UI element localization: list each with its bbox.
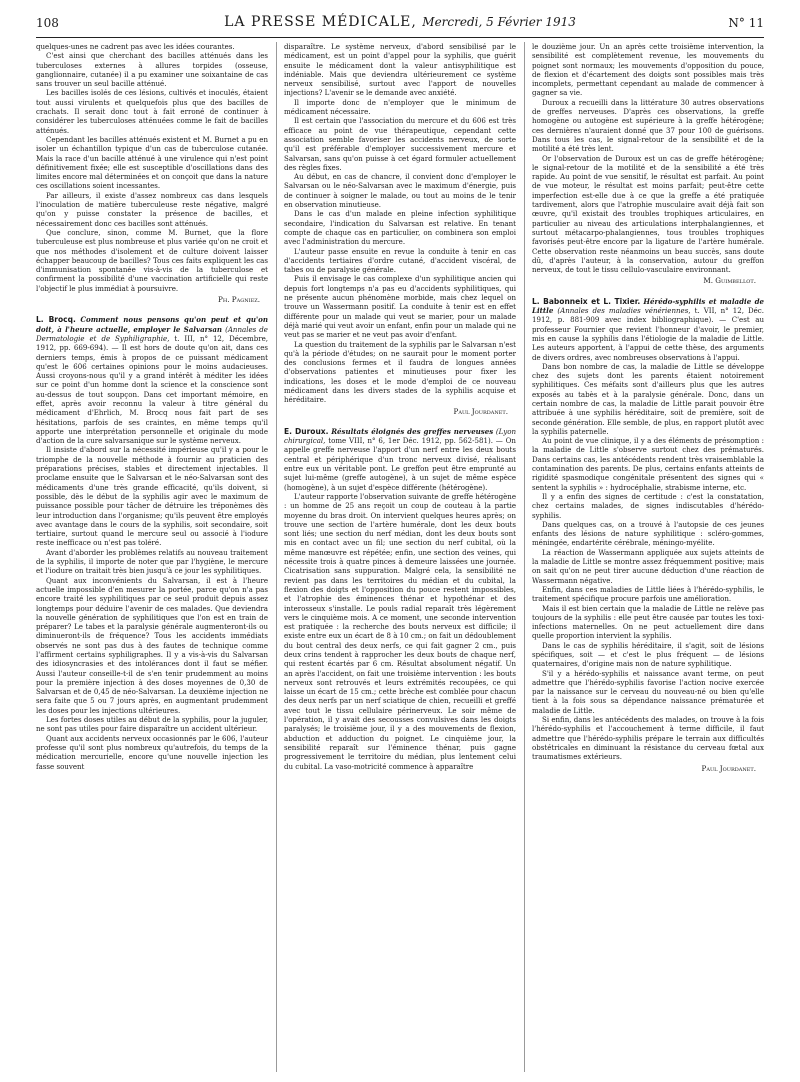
paragraph: Il insiste d'abord sur la nécessité impérieuse qu'il y a pour le triomphe de la nouvelle méthode à fournir au praticien des préparations précises, stables et directement injectables. Il proclame ensuite que le Salvarsan et le néo-Salvarsan sont des médicaments d'une très grande efficacité, qu'ils doivent, si possible, dès le début de la syphilis agir avec le maximum de puissance possible pour tâcher de détruire les tréponèmes dès leur introduction dans l'organisme; qu'ils peuvent être employés avec avantage dans le cours de la syphilis, soit secondaire, soit tertiaire, surtout quand le mercure seul ou associé à l'iodure reste inefficace ou n'est pas toléré. (36, 445, 268, 548)
paragraph: Dans le cas d'un malade en pleine infection syphilitique secondaire, l'indication du Salvarsan est relative. En tenant compte de chaque cas en particulier, on combinera son emploi avec l'administration du mercure. (284, 209, 516, 247)
column-separator (524, 42, 525, 1072)
page-header (36, 12, 764, 34)
article-reference: t. III, n° 12, Décembre, 1912, pp. 669-694). — (36, 333, 268, 353)
paragraph: C'est ainsi que cherchant des bacilles atténués dans les tuberculoses externes à allures torpides (osseuse, ganglionnaire, cutanée) il a pu examiner une soixantaine de cas sans trouver un seul bacille atténué. (36, 51, 268, 89)
article-text: C'est au professeur Fournier que revient l'honneur d'avoir, le premier, mis en cause la syphilis dans l'étiologie de la maladie de Little. Les auteurs apportent, à l'appui de cette thèse, des arguments de divers ordres, avec nombreuses observations à l'appui. (532, 315, 764, 362)
paragraph: Il est certain que l'association du mercure et du 606 est très efficace au point de vue thérapeutique, cependant cette association semble favoriser les accidents nerveux, de sorte qu'il est préférable d'employer successivement mercure et Salvarsan, sans qu'on puisse à cet égard formuler actuellement des règles fixes. (284, 116, 516, 172)
article-heading (532, 297, 764, 362)
article-text: Il est hors de doute qu'on ait, dans ces derniers temps, émis à propos de ce puissant médicament qu'est le 606 certaines opinions pour le moins audacieuses. Aussi croyons-nous qu'il y a grand intérêt à méditer les idées sur ce point d'un homme dont la science et la conscience sont au-dessus de tout soupçon. Dans cet important mémoire, en effet, après avoir reconnu la valeur à titre général du médicament d'Ehrlich, M. Brocq nous fait part de ses hésitations, parfois de ses craintes, en même temps qu'il apporte une interprétation personnelle et originale du mode d'action de la cure salvarsanique sur le système nerveux. (36, 343, 268, 446)
paragraph: L'auteur rapporte l'observation suivante de greffe hétérogène : un homme de 25 ans reçoit un coup de couteau à la partie moyenne du bras droit. On intervient quelques heures après; on trouve une section de l'artère humérale, dont les deux bouts sont liés; une section du nerf médian, dont les deux bouts sont mis en contact avec un fil; une section du nerf cubital, où la même manœuvre est répétée; enfin, une section des veines, qui nécessite trois à quatre pinces à demeure laissées une journée. Cicatrisation sans suppuration. Malgré cela, la sensibilité ne revient pas dans les territoires du médian et du cubital, la flexion des doigts et l'opposition du pouce restent impossibles, et l'atrophie des éminences thénar et hypothénar et des interosseux s'installe. Le pouls radial reparaît très légèrement vers le cinquième mois. A ce moment, une seconde intervention est pratiquée : la recherche des bouts nerveux est difficile; il existe entre eux un écart de 8 à 10 cm.; on fait un dédoublement du bout central des deux nerfs, ce qui fait gagner 2 cm., puis deux crins tendent à rapprocher les deux bouts de chaque nerf, qui restent écartés par 6 cm. Résultat absolument négatif. Un an après l'accident, on fait une troisième intervention : les bouts nerveux sont retrouvés et leurs extrémités recoupées, ce qui laisse un écart de 15 cm.; cette brèche est comblée pour chacun des deux nerfs par un nerf sciatique de chien, recueilli et greffé avec tout le tissu cellulaire périnerveux. Le soir même de l'opération, il y avait des secousses convulsives dans les doigts paralysés; le troisième jour, il y a des mouvements de flexion, abduction et adduction du poignet. Le cinquième jour, la sensibilité reparaît sur l'éminence thénar, puis gagne progressivement le territoire du médian, plus lentement celui du cubital. La vaso-motricité commence à apparaître (284, 491, 516, 771)
paragraph: L'auteur passe ensuite en revue la conduite à tenir en cas d'accidents tertiaires d'ordre cutané, d'accident viscéral, de tabes ou de paralysie générale. (284, 246, 516, 275)
paragraph: Puis il envisage le cas complexe d'un syphilitique ancien qui depuis fort longtemps n'a pas eu d'accidents syphilitiques, qui ne présente aucun phénomène morbide, mais chez lequel on trouve un Wassermann positif. La conduite à tenir est en effet différente pour un malade qui veut se marier, pour un malade déjà marié qui veut avoir un enfant, enfin pour un malade qui ne veut pas se marier et ne veut pas avoir d'enfant. (284, 274, 516, 340)
paragraph: Les fortes doses utiles au début de la syphilis, pour la juguler, ne sont pas utiles pour faire disparaître un accident ultérieur. (36, 715, 268, 734)
header-rule (36, 37, 764, 38)
column-separator (276, 42, 277, 1072)
signature: M. Guimbellot. (703, 276, 756, 286)
column-2 (284, 42, 516, 1072)
running-title (36, 14, 764, 30)
article-title: Hérédo-syphilis et maladie de Little (532, 296, 764, 316)
paragraph: le douzième jour. Un an après cette troisième intervention, la sensibilité est complètement revenue, les mouvements du poignet sont normaux; les mouvements d'opposition du pouce, de flexion et d'écartement des doigts sont possibles mais très incomplets, permettant cependant au malade de commencer à gagner sa vie. (532, 42, 764, 98)
paragraph: Que conclure, sinon, comme M. Burnet, que la flore tuberculeuse est plus nombreuse et plus variée qu'on ne croit et que nos méthodes d'isolement et de culture doivent laisser échapper beaucoup de bacilles? Tous ces faits expliquent les cas d'immunisation spontanée vis-à-vis de la tuberculose et confirment la possibilité d'une vaccination artificielle qui reste l'objectif le plus immédiat à poursuivre. (36, 227, 268, 293)
paragraph: Dans le cas de syphilis héréditaire, il s'agit, soit de lésions spécifiques, soit — et c'est le plus fréquent — de lésions quaternaires, d'origine mais non de nature syphilitique. (532, 640, 764, 669)
paragraph: S'il y a hérédo-syphilis et naissance avant terme, on peut admettre que l'hérédo-syphilis favorise l'action nocive exercée par la naissance sur le cerveau du nouveau-né ou bien qu'elle tient à la fois sous sa dépendance naissance prématurée et maladie de Little. (532, 668, 764, 715)
signature: Paul Jourdanet. (701, 763, 756, 773)
article-source: (Lyon chirurgical, (284, 426, 516, 446)
paragraph: Au début, en cas de chancre, il convient donc d'employer le Salvarsan ou le néo-Salvarsan avec le maximum d'énergie, puis de continuer à soigner le malade, ou tout au moins de le tenir en observation minutieuse. (284, 172, 516, 210)
article-reference: tome VIII, n° 6, 1er Déc. 1912, pp. 562-581). — (328, 436, 503, 446)
paragraph: Quant aux accidents nerveux occasionnés par le 606, l'auteur professe qu'il sont plus nombreux qu'autrefois, du temps de la médication mercurielle, encore qu'une nouvelle injection les fasse souvent (36, 733, 268, 771)
article-author: E. Duroux. (284, 426, 329, 436)
column-1 (36, 42, 268, 1072)
article-source: (Annales de Dermatologie et de Syphiligraphie, (36, 324, 268, 343)
paragraph: Duroux a recueilli dans la littérature 30 autres observations de greffes nerveuses. D'après ces observations, la greffe homogène ou autogène est supérieure à la greffe hétérogène; ces dernières n'auraient donné que 37 pour 100 de guérisons. Dans tous les cas, le signal-retour de la sensibilité et de la motilité a été très lent. (532, 97, 764, 154)
signature: Paul Jourdanet. (453, 406, 508, 416)
article-heading (36, 315, 268, 445)
paragraph: Il importe donc de n'employer que le minimum de médicament nécessaire. (284, 97, 516, 117)
paragraph: Il y a enfin des signes de certitude : c'est la constatation, chez certains malades, de signes indiscutables d'hérédo-syphilis. (532, 491, 764, 520)
issue-date: Mercredi, 5 Février 1913 (422, 15, 576, 29)
paragraph: Enfin, dans ces maladies de Little liées à l'hérédo-syphilis, le traitement spécifique procure parfois une amélioration. (532, 584, 764, 604)
issue-number: N° 11 (728, 16, 764, 30)
journal-name: LA PRESSE MÉDICALE, (224, 14, 417, 30)
article-author: L. Babonneix et L. Tixier. (532, 296, 641, 306)
article-heading (284, 427, 516, 492)
signature: Ph. Pagniez. (218, 295, 260, 305)
paragraph: Cependant les bacilles atténués existent et M. Burnet a pu en isoler un échantillon typique d'un cas de tuberculose cutanée. Mais la race d'un bacille atténué à une virulence qui n'est point définitivement fixée; elle est susceptible d'oscillations dans des limites encore mal déterminées et on conçoit que dans la nature ces oscillations soient incessantes. (36, 134, 268, 191)
paragraph: Avant d'aborder les problèmes relatifs au nouveau traitement de la syphilis, il importe de noter que par l'hygiène, le mercure et l'iodure on traitait très bien jusqu'à ce jour les syphilitiques. (36, 547, 268, 576)
article-title: Résultats éloignés des greffes nerveuses (331, 426, 494, 436)
paragraph: Au point de vue clinique, il y a des éléments de présomption : la maladie de Little s'observe surtout chez des prématurés. Dans certains cas, les antécédents rendent très vraisemblable la contamination des parents. De plus, certains enfants atteints de rigidité spasmodique congénitale présentent des signes qui « sentent la syphilis » : hydrocéphalie, strabisme interne, etc. (532, 436, 764, 492)
paragraph: Si enfin, dans les antécédents des malades, on trouve à la fois l'hérédo-syphilis et l'accouchement à terme difficile, il faut admettre que l'hérédo-syphilis prépare le terrain aux difficultés obstétricales en diminuant la résistance du cerveau fœtal aux traumatismes extérieurs. (532, 715, 764, 762)
article-text: On appelle greffe nerveuse l'apport d'un nerf entre les deux bouts central et périphérique d'un tronc nerveux divisé, réalisant entre eux un véritable pont. Le greffon peut être emprunté au sujet lui-même (greffe autogène), à un sujet de même espèce (homogène), à un sujet d'espèce différente (hétérogène). (284, 436, 516, 492)
article-source: (Annales des maladies vénériennes, (557, 306, 691, 316)
article-author: L. Brocq. (36, 315, 76, 325)
paragraph: La réaction de Wassermann appliquée aux sujets atteints de la maladie de Little se montre assez fréquemment positive; mais on sait qu'on ne peut tirer aucune déduction d'une réaction de Wassermann négative. (532, 547, 764, 585)
paragraph: Par ailleurs, il existe d'assez nombreux cas dans lesquels l'inoculation de matière tuberculeuse reste négative, malgré qu'on y puisse constater la présence de bacilles, et nécessairement donc ces bacilles sont atténués. (36, 190, 268, 228)
paragraph: Quant aux inconvénients du Salvarsan, il est à l'heure actuelle impossible d'en mesurer la portée, parce qu'on n'a pas encore traité les syphilitiques par ce seul produit depuis assez longtemps pour déduire l'avenir de ces malades. Que deviendra la nouvelle génération de syphilitiques que l'on est en train de préparer? Le tabes et la paralysie générale augmenteront-ils ou diminueront-ils de fréquence? Tous les accidents immédiats observés ne sont pas dus à des fautes de technique comme l'affirment certains syphiligraphes. Il y a vis-à-vis du Salvarsan des idiosyncrasies et des intolérances dont il faut se méfier. Aussi l'auteur conseille-t-il de s'en tenir prudemment au moins pour la première injection à des doses moyennes de 0,30 de Salvarsan et de 0,45 de néo-Salvarsan. La deuxième injection ne sera faite que 5 ou 7 jours après, en augmentant prudemment les doses pour les injections ultérieures. (36, 575, 268, 715)
paragraph: Or l'observation de Duroux est un cas de greffe hétérogène; le signal-retour de la motilité et de la sensibilité a été très rapide. Au point de vue sensitif, le résultat est parfait. Au point de vue moteur, le résultat est moins parfait; peut-être cette imperfection est-elle due à ce que la greffe a été pratiquée tardivement, alors que l'atrophie musculaire avait déjà fait son œuvre, qu'il existait des troubles trophiques articulaires, en particulier au niveau des articulations interphalangiennes, et surtout métacarpo-phalangiennes, tous troubles trophiques favorisés peut-être encore par la ligature de l'artère humérale. Cette observation reste néanmoins un beau succès, sans doute dû, d'après l'auteur, à la conservation, autour du greffon nerveux, de tout le tissu cellulo-vasculaire environnant. (532, 153, 764, 275)
paragraph: La question du traitement de la syphilis par le Salvarsan n'est qu'à la période d'études; on ne saurait pour le moment porter des conclusions fermes et il faudra de longues années d'observations patientes et minutieuses pour fixer les indications, les doses et le mode d'emploi de ce nouveau médicament dans les divers stades de la syphilis acquise et héréditaire. (284, 339, 516, 405)
paragraph: disparaître. Le système nerveux, d'abord sensibilisé par le médicament, est un point d'appel pour la syphilis, que guérit ensuite le médicament dont la valeur antisyphilitique est indéniable. Mais que deviendra ultérieurement ce système nerveux sensibilisé, surtout avec l'apport de nouvelles injections? L'avenir se le demande avec anxiété. (284, 42, 516, 98)
paragraph: Dans quelques cas, on a trouvé à l'autopsie de ces jeunes enfants des lésions de nature syphilitique : scléro-gommes, méningée, endartérite cérébrale, méningo-myélite. (532, 519, 764, 548)
article-reference: t. VII, n° 12, Déc. 1912, p. 881-909 avec index bibliographique). — (532, 306, 764, 325)
paragraph: Mais il est bien certain que la maladie de Little ne relève pas toujours de la syphilis : elle peut être causée par toutes les toxi-infections maternelles. On ne peut actuellement dire dans quelle proportion intervient la syphilis. (532, 603, 764, 641)
column-3 (532, 42, 764, 1072)
page-number: 108 (36, 16, 59, 30)
paragraph: Les bacilles isolés de ces lésions, cultivés et inoculés, étaient tout aussi virulents et quelquefois plus que des bacilles de crachats. Il serait donc tout à fait erroné de continuer à considérer les tuberculoses atténuées comme le fait de bacilles atténués. (36, 88, 268, 135)
article-title: Comment nous pensons qu'on peut et qu'on doit, à l'heure actuelle, employer le Salvarsan (36, 315, 268, 334)
paragraph: Dans bon nombre de cas, la maladie de Little se développe chez des sujets dont les parents étaient notoirement syphilitiques. Ces méfaits sont d'ailleurs plus que les autres exposés au tabès et à la paralysie générale. Donc, dans un certain nombre de cas, la maladie de Little parait pouvoir être attribuée à une syphilis héréditaire, soit de première, soit de seconde génération. Elle semble, de plus, en rapport plutôt avec la syphilis paternelle. (532, 361, 764, 436)
paragraph: quelques-unes ne cadrent pas avec les idées courantes. (36, 42, 235, 51)
